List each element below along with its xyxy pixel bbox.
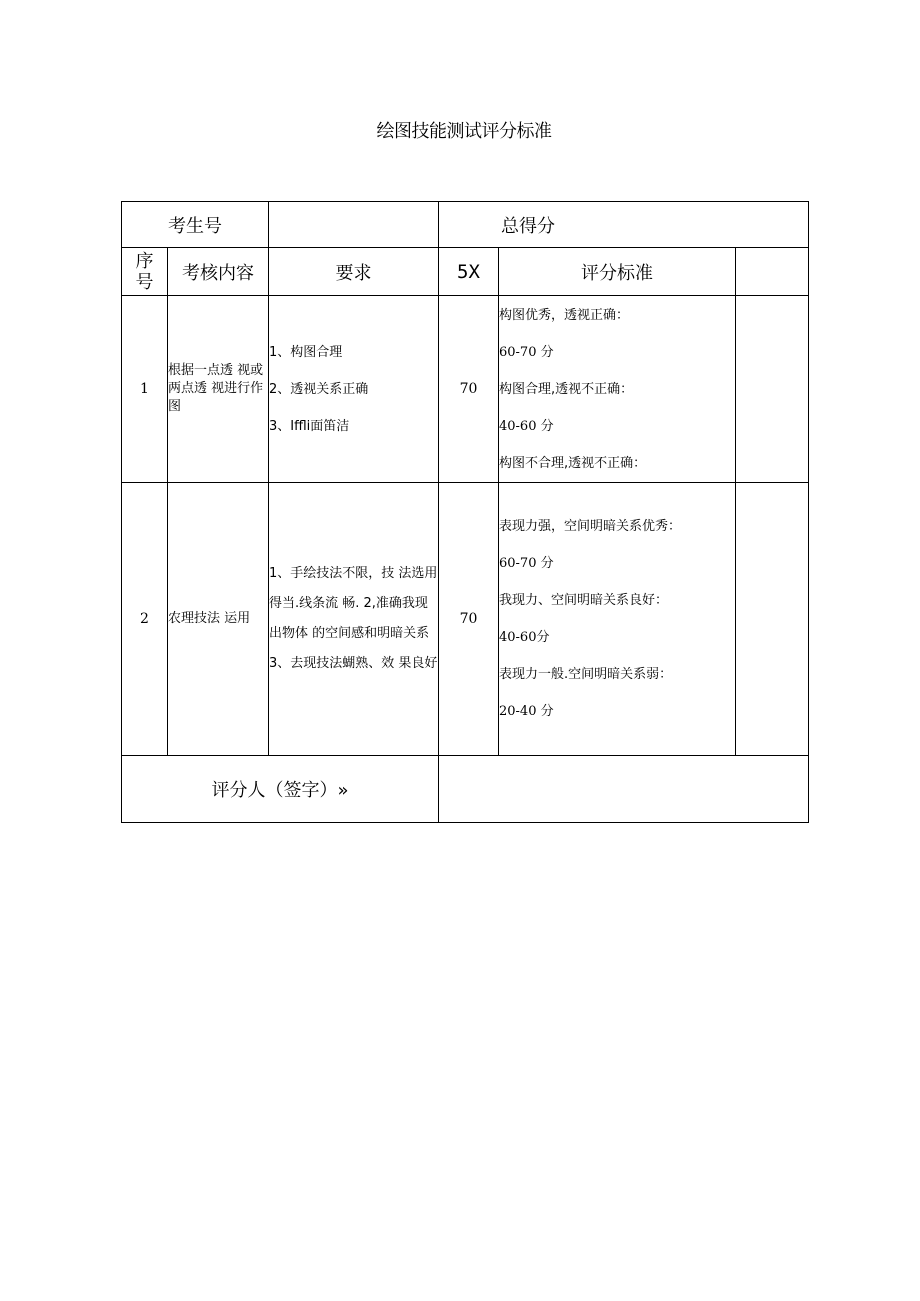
row-criteria: [499, 296, 736, 483]
candidate-no-label: 考生号: [122, 202, 269, 248]
col-requirement: 要求: [269, 248, 439, 296]
signer-field[interactable]: [439, 756, 809, 823]
criteria-line: 表现力强，空间明暗关系优秀：: [499, 519, 682, 534]
row-score: 70: [439, 296, 499, 483]
row-score: 70: [439, 483, 499, 756]
row-extra: [736, 296, 809, 483]
criteria-line: 40-60分: [499, 630, 550, 645]
col-seq-line2: 号: [135, 271, 154, 293]
criteria-line: 我现力、空间明暗关系良好：: [499, 593, 669, 608]
row-content: 根据一点透 视或两点透 视进行作图: [168, 296, 269, 483]
requirement-line: 3、Iffli面笛洁: [269, 418, 350, 434]
row-content: 农理技法 运用: [168, 483, 269, 756]
row-requirements: 1、手绘技法不限，技 法选用得当.线条流 畅. 2,准确我现出物体 的空间感和明暗关系 3、去现技法蝴熟、效 果良好: [269, 483, 439, 756]
col-seq-line1: 序: [135, 250, 154, 272]
requirement-line: 2、透视关系正确: [269, 381, 369, 397]
row-criteria: [499, 483, 736, 756]
col-criteria: 评分标准: [499, 248, 736, 296]
criteria-line: 20-40 分: [499, 704, 554, 719]
document-title: 绘图技能测试评分标准: [376, 121, 552, 142]
row-seq: 2: [122, 483, 168, 756]
table-row: [122, 483, 809, 756]
criteria-line: 40-60 分: [499, 418, 554, 434]
criteria-line: 构图合理,透视不正确：: [499, 381, 634, 397]
row-seq: 1: [122, 296, 168, 483]
col-seq: [122, 248, 168, 296]
criteria-line: 表现力一般.空间明暗关系弱：: [499, 667, 673, 682]
candidate-no-field[interactable]: [269, 202, 439, 248]
criteria-line: 构图优秀，透视正确：: [499, 307, 630, 323]
col-extra: [736, 248, 809, 296]
row-requirements: [269, 296, 439, 483]
criteria-line: 60-70 分: [499, 556, 554, 571]
footer-row: [122, 756, 809, 823]
col-content: 考核内容: [168, 248, 269, 296]
col-weight: 5X: [439, 248, 499, 296]
criteria-line: 60-70 分: [499, 344, 554, 360]
total-score-label: 总得分: [439, 202, 809, 248]
requirement-line: 1、构图合理: [269, 344, 343, 360]
row-extra: [736, 483, 809, 756]
scoring-table: [121, 201, 809, 823]
header-row: [122, 202, 809, 248]
signer-label: 评分人（签字）»: [122, 756, 439, 823]
criteria-line: 构图不合理,透视不正确：: [499, 455, 647, 471]
column-header-row: [122, 248, 809, 296]
table-row: [122, 296, 809, 483]
